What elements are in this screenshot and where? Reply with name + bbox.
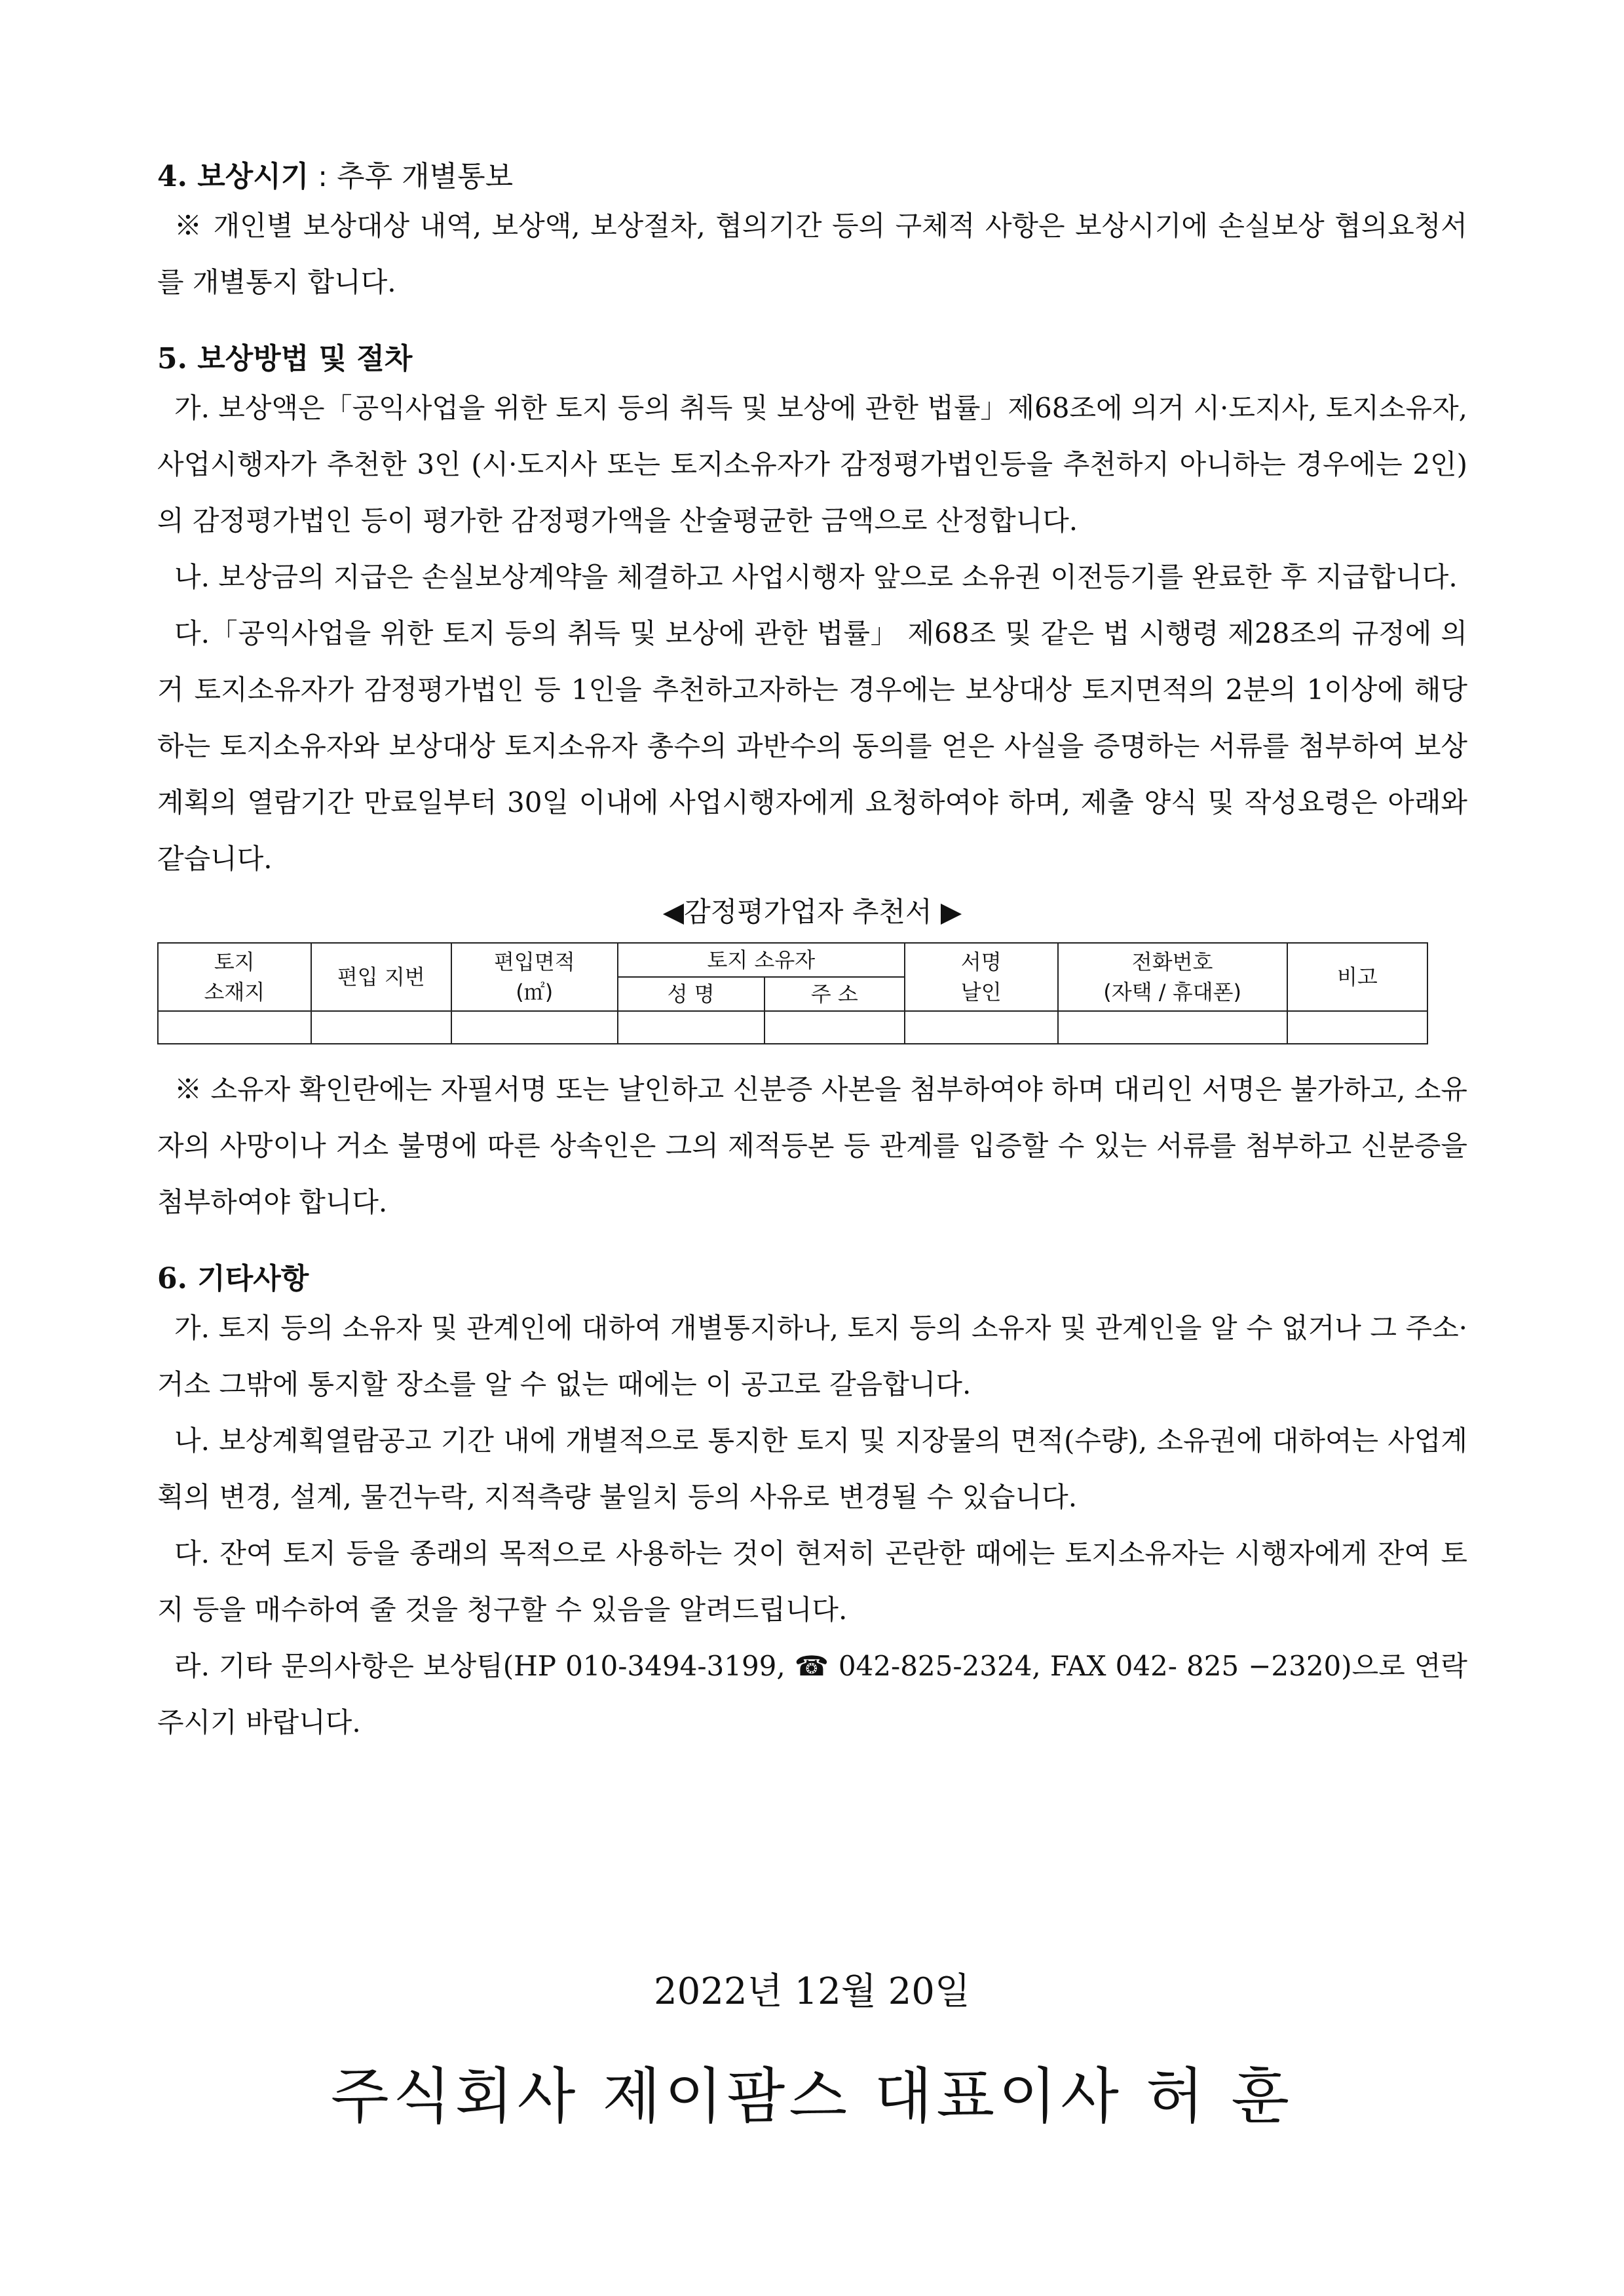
- header-text: 편입면적: [493, 949, 575, 974]
- blank-cell: [311, 1011, 451, 1044]
- blank-cell: [618, 1011, 765, 1044]
- blank-cell: [451, 1011, 618, 1044]
- section-5-paragraph-na: 나. 보상금의 지급은 손실보상계약을 체결하고 사업시행자 앞으로 소유권 이전등기를 완료한 후 지급합니다.: [174, 561, 1458, 593]
- table-caption: ◀감정평가업자 추천서 ▶: [662, 896, 962, 928]
- blank-cell: [1287, 1011, 1427, 1044]
- header-area: [451, 943, 618, 1011]
- section-number: 6.: [157, 1262, 187, 1295]
- document-body: [157, 156, 1467, 1751]
- header-owner: 토지 소유자: [618, 943, 905, 977]
- blank-cell: [1058, 1011, 1287, 1044]
- header-text: (자택 / 휴대폰): [1103, 980, 1241, 1004]
- section-4-heading: [157, 156, 1467, 198]
- section-6-heading: [157, 1258, 1467, 1300]
- section-title: 보상방법 및 절차: [197, 342, 413, 375]
- section-title: 기타사항: [197, 1262, 309, 1295]
- header-signature: [905, 943, 1058, 1011]
- header-text: 토지: [214, 949, 255, 974]
- section-subtitle: : 추후 개별통보: [309, 160, 514, 193]
- header-remarks: 비고: [1287, 943, 1427, 1011]
- blank-cell: [158, 1011, 311, 1044]
- header-text: 전화번호: [1131, 949, 1213, 974]
- table-row: [158, 1011, 1427, 1044]
- section-6-paragraph-ra: 라. 기타 문의사항은 보상팀(HP 010-3494-3199, ☎ 042-825-2324, FAX 042- 825 −2320)으로 연락주시기 바랍니다.: [157, 1650, 1467, 1738]
- section-6-paragraph-da: 다. 잔여 토지 등을 종래의 목적으로 사용하는 것이 현저히 곤란한 때에는 토지소유자는 시행자에게 잔여 토지 등을 매수하여 줄 것을 청구할 수 있음을 알려드립니다.: [157, 1537, 1467, 1626]
- blank-cell: [905, 1011, 1058, 1044]
- section-6-paragraph-ga: 가. 토지 등의 소유자 및 관계인에 대하여 개별통지하나, 토지 등의 소유자 및 관계인을 알 수 없거나 그 주소·거소 그밖에 통지할 장소를 알 수 없는 때에는 이 공고로 갈음합니다.: [157, 1312, 1467, 1400]
- section-5-note: ※ 소유자 확인란에는 자필서명 또는 날인하고 신분증 사본을 첨부하여야 하며 대리인 서명은 불가하고, 소유자의 사망이나 거소 불명에 따른 상속인은 그의 제적등본 등 관계를 입증할 수 있는 서류를 첨부하고 신분증을 첨부하여야 합니다.: [157, 1073, 1467, 1218]
- header-owner-name: 성 명: [618, 977, 765, 1011]
- notice-date: 2022년 12월 20일: [654, 1970, 970, 2013]
- section-title: 보상시기: [197, 160, 309, 193]
- appraiser-recommendation-table: [157, 942, 1428, 1044]
- section-5-paragraph-da: 다.「공익사업을 위한 토지 등의 취득 및 보상에 관한 법률」 제68조 및 같은 법 시행령 제28조의 규정에 의거 토지소유자가 감정평가법인 등 1인을 추천하고자하는 경우에는 보상대상 토지면적의 2분의 1이상에 해당하는 토지소유자와 보상대상 토지소유자 총수의 과반수의 동의를 얻은 사실을 증명하는 서류를 첨부하여 보상계획의 열람기간 만료일부터 30일 이내에 사업시행자에게 요청하여야 하며, 제출 양식 및 작성요령은 아래와 같습니다.: [157, 617, 1467, 875]
- section-5-heading: [157, 338, 1467, 380]
- header-text: 서명: [960, 949, 1002, 974]
- header-land-location: [158, 943, 311, 1011]
- section-4-note: ※ 개인별 보상대상 내역, 보상액, 보상절차, 협의기간 등의 구체적 사항은 보상시기에 손실보상 협의요청서를 개별통지 합니다.: [157, 210, 1467, 298]
- section-number: 5.: [157, 342, 187, 375]
- header-lot-number: 편입 지번: [311, 943, 451, 1011]
- blank-cell: [765, 1011, 905, 1044]
- signature-line: 주식회사 제이팜스 대표이사 허 훈: [330, 2061, 1294, 2132]
- section-6-paragraph-na: 나. 보상계획열람공고 기간 내에 개별적으로 통지한 토지 및 지장물의 면적(수량), 소유권에 대하여는 사업계획의 변경, 설계, 물건누락, 지적측량 불일치 등의 사유로 변경될 수 있습니다.: [157, 1425, 1467, 1513]
- section-number: 4.: [157, 160, 187, 193]
- header-phone: [1058, 943, 1287, 1011]
- section-5-paragraph-ga: 가. 보상액은「공익사업을 위한 토지 등의 취득 및 보상에 관한 법률」제68조에 의거 시·도지사, 토지소유자, 사업시행자가 추천한 3인 (시·도지사 또는 토지소유자가 감정평가법인등을 추천하지 아니하는 경우에는 2인)의 감정평가법인 등이 평가한 감정평가액을 산술평균한 금액으로 산정합니다.: [157, 392, 1467, 537]
- header-text: (㎡): [516, 980, 554, 1004]
- header-owner-address: 주 소: [765, 977, 905, 1011]
- header-text: 소재지: [204, 980, 265, 1004]
- header-text: 날인: [960, 980, 1002, 1004]
